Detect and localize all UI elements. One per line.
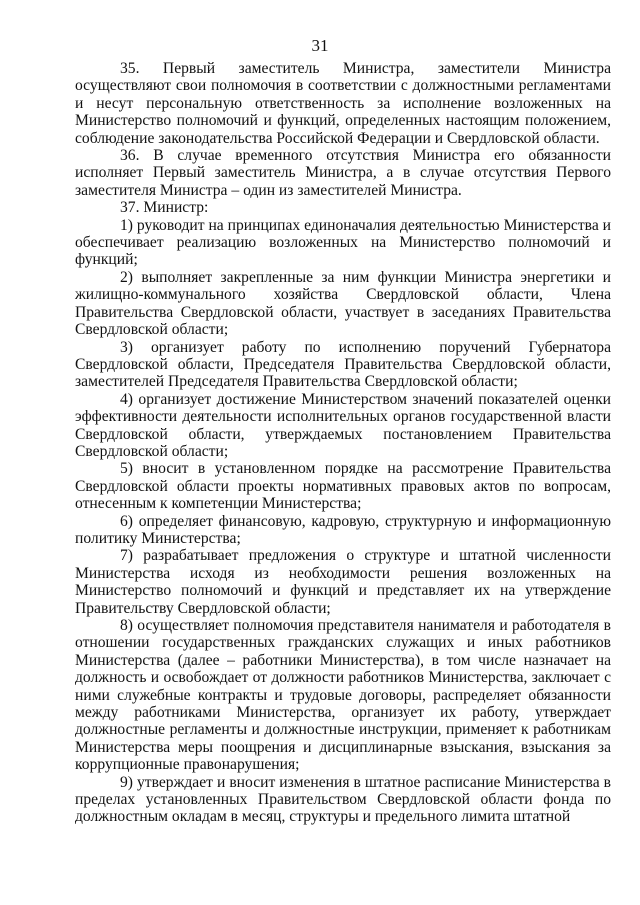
list-item-2: 2) выполняет закрепленные за ним функции Министра энергетики и жилищно-коммунального хозяйства Свердловской области, Члена Правительства Свердловской области, участвует в заседаниях Правительства Свердловской области; [75,268,611,339]
list-item-7: 7) разрабатывает предложения о структуре и штатной численности Министерства исходя из необходимости решения возложенных на Министерство полномочий и функций и представляет их на утверждение Правительству Свердловской области; [75,547,611,617]
list-item-9: 9) утверждает и вносит изменения в штатное расписание Министерства в пределах установленных Правительством Свердловской области фонда по должностным окладам в месяц, структуры и предельного лимита штатной [75,773,611,826]
list-item-6: 6) определяет финансовую, кадровую, структурную и информационную политику Министерства; [75,512,611,547]
list-item-8: 8) осуществляет полномочия представителя нанимателя и работодателя в отношении государственных гражданских служащих и иных работников Министерства (далее – работники Министерства), в том числе назначает на должность и освобождает от должности работников Министерства, заключает с ними служебные контракты и трудовые договоры, распределяет обязанности между работниками Министерства, организует их работу, утверждает должностные регламенты и должностные инструкции, применяет к работникам Министерства меры поощрения и дисциплинарные взыскания, взыскания за коррупционные правонарушения; [75,617,611,774]
paragraph-35: 35. Первый заместитель Министра, заместители Министра осуществляют свои полномочия в соответствии с должностными регламентами и несут персональную ответственность за исполнение возложенных на Министерство полномочий и функций, определенных настоящим положением, соблюдение законодательства Российской Федерации и Свердловской области. [75,60,611,147]
paragraph-37-heading: 37. Министр: [120,199,209,217]
list-item-5: 5) вносит в установленном порядке на рассмотрение Правительства Свердловской области проекты нормативных правовых актов по вопросам, отнесенным к компетенции Министерства; [75,460,611,513]
list-item-4: 4) организует достижение Министерством значений показателей оценки эффективности деятельности исполнительных органов государственной власти Свердловской области, утверждаемых постановлением Правительства Свердловской области; [75,390,611,460]
document-body [75,60,611,826]
list-item-1: 1) руководит на принципах единоначалия деятельностью Министерства и обеспечивает реализацию возложенных на Министерство полномочий и функций; [75,216,611,269]
paragraph-36: 36. В случае временного отсутствия Министра его обязанности исполняет Первый заместитель Министра, а в случае отсутствия Первого заместителя Министра – один из заместителей Министра. [75,147,611,199]
page-number: 31 [311,36,329,55]
list-item-3: 3) организует работу по исполнению поручений Губернатора Свердловской области, Председателя Правительства Свердловской области, заместителей Председателя Правительства Свердловской области; [75,338,611,391]
